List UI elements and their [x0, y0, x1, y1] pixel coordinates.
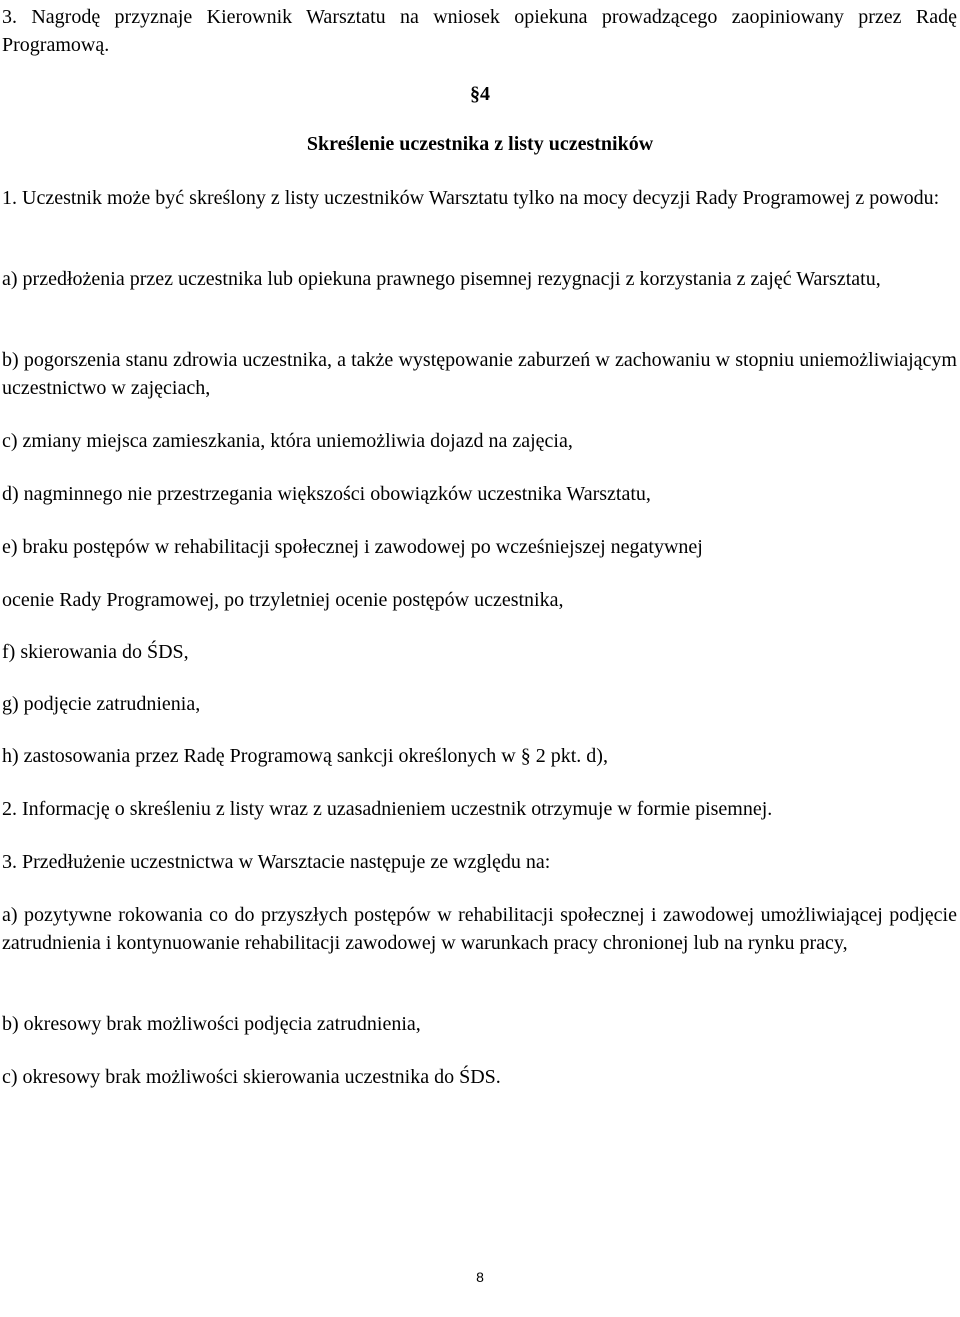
list-item-g: g) podjęcie zatrudnienia,: [2, 693, 201, 715]
paragraph-1-intro: 1. Uczestnik może być skreślony z listy uczestników Warsztatu tylko na mocy decyzji Rady Programowej z powodu:: [2, 187, 940, 209]
paragraph-3-award: 3. Nagrodę przyznaje Kierownik Warsztatu na wniosek opiekuna prowadzącego zaopiniowany przez Radę Programową.: [2, 6, 957, 56]
list-item-b: b) pogorszenia stanu zdrowia uczestnika, a także występowanie zaburzeń w zachowaniu w stopniu uniemożliwiającym uczestnictwo w zajęciach,: [2, 349, 957, 399]
extension-item-c: c) okresowy brak możliwości skierowania uczestnika do ŚDS.: [2, 1066, 501, 1088]
list-item-e-line-1: e) braku postępów w rehabilitacji społecznej i zawodowej po wcześniejszej negatywnej: [2, 536, 703, 558]
section-number: §4: [470, 83, 490, 105]
extension-item-a: a) pozytywne rokowania co do przyszłych postępów w rehabilitacji społecznej i zawodowej umożliwiającej podjęcie zatrudnienia i kontynuowanie rehabilitacji zawodowej w warunkach pracy chronionej lub na rynku pracy,: [2, 904, 957, 954]
list-item-d: d) nagminnego nie przestrzegania większości obowiązków uczestnika Warsztatu,: [2, 483, 651, 505]
paragraph-2-info: 2. Informację o skreśleniu z listy wraz z uzasadnieniem uczestnik otrzymuje w formie pisemnej.: [2, 798, 773, 820]
paragraph-3-extension: 3. Przedłużenie uczestnictwa w Warsztacie następuje ze względu na:: [2, 851, 551, 873]
page-number: 8: [476, 1269, 484, 1285]
section-title: Skreślenie uczestnika z listy uczestników: [306, 133, 654, 155]
list-item-f: f) skierowania do ŚDS,: [2, 641, 189, 663]
list-item-h: h) zastosowania przez Radę Programową sankcji określonych w § 2 pkt. d),: [2, 745, 608, 767]
list-item-e-line-2: ocenie Rady Programowej, po trzyletniej ocenie postępów uczestnika,: [2, 589, 564, 611]
extension-item-b: b) okresowy brak możliwości podjęcia zatrudnienia,: [2, 1013, 421, 1035]
list-item-a: a) przedłożenia przez uczestnika lub opiekuna prawnego pisemnej rezygnacji z korzystania z zajęć Warsztatu,: [2, 268, 881, 290]
list-item-c: c) zmiany miejsca zamieszkania, która uniemożliwia dojazd na zajęcia,: [2, 430, 573, 452]
